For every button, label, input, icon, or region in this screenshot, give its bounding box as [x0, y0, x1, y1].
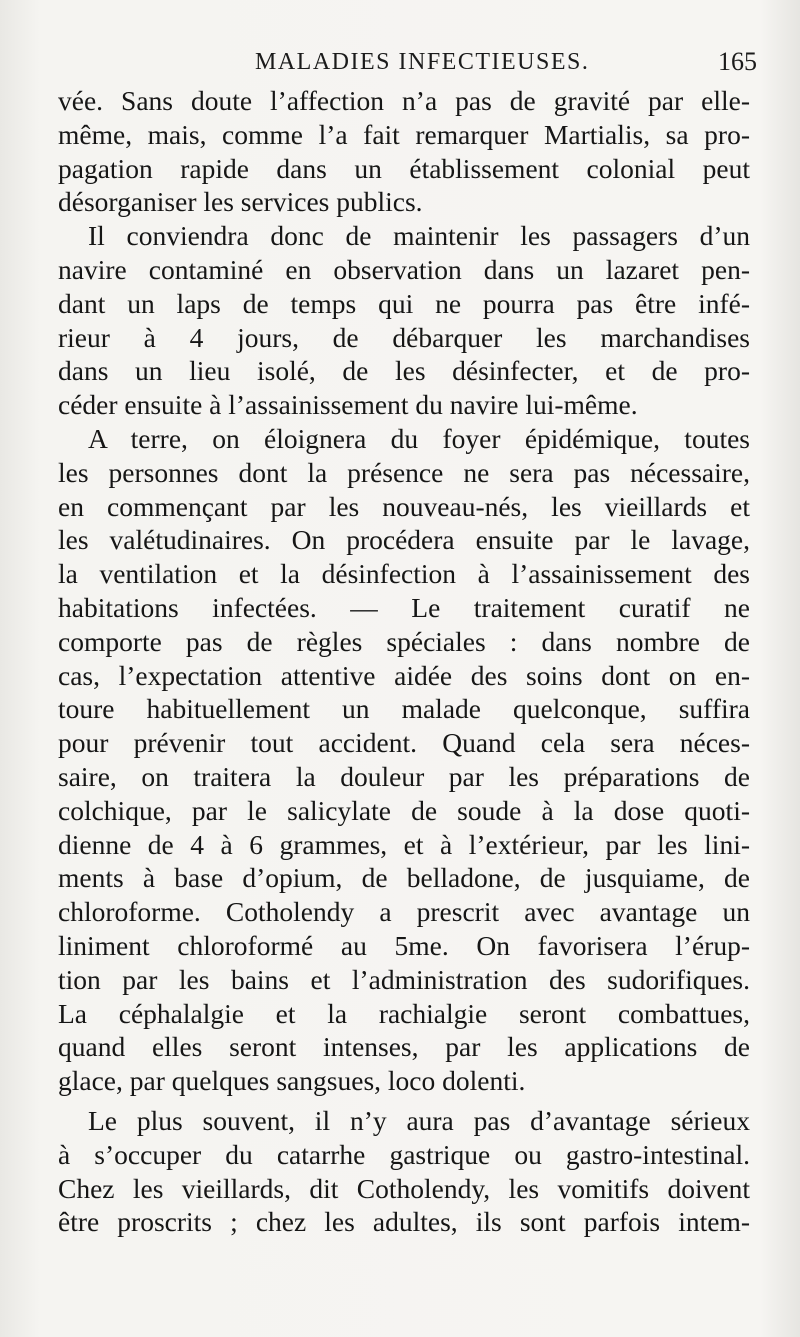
text-line: désorganiser les services publics.	[58, 186, 423, 218]
text-line: dans un lieu isolé, de les désinfecter, et de pro-	[58, 355, 750, 387]
text-line: vée. Sans doute l’affection n’a pas de gravité par elle-	[58, 85, 750, 116]
text-line: en commençant par les nouveau-nés, les vieillards et	[58, 490, 750, 522]
text-line: dant un laps de temps qui ne pourra pas être infé-	[58, 287, 750, 319]
text-line: quand elles seront intenses, par les applications de	[58, 1031, 750, 1063]
text-line: colchique, par le salicylate de soude à la dose quoti-	[58, 794, 750, 826]
text-line: les personnes dont la présence ne sera pas nécessaire,	[58, 456, 750, 488]
text-line: cas, l’expectation attentive aidée des soins dont on en-	[58, 659, 750, 691]
text-line: comporte pas de règles spéciales : dans nombre de	[58, 625, 750, 657]
text-line: dienne de 4 à 6 grammes, et à l’extérieur, par les lini-	[58, 828, 750, 860]
text-line: céder ensuite à l’assainissement du navire lui-même.	[58, 389, 638, 421]
text-line: toure habituellement un malade quelconque, suffira	[58, 693, 750, 725]
text-line: Le plus souvent, il n’y aura pas d’avantage sérieux	[88, 1104, 750, 1136]
text-line: chloroforme. Cotholendy a prescrit avec avantage un	[58, 896, 750, 928]
text-line: saire, on traitera la douleur par les préparations de	[58, 760, 750, 792]
text-line: pour prévenir tout accident. Quand cela sera néces-	[58, 727, 750, 759]
text-line: Il conviendra donc de maintenir les passagers d’un	[88, 220, 750, 252]
text-line: glace, par quelques sangsues, loco dolenti.	[58, 1065, 526, 1097]
body-text	[58, 84, 750, 1239]
text-line: être proscrits ; chez les adultes, ils sont parfois intem-	[58, 1206, 750, 1238]
text-line: ments à base d’opium, de belladone, de jusquiame, de	[58, 862, 750, 894]
text-line: rieur à 4 jours, de débarquer les marchandises	[58, 321, 750, 353]
text-line: à s’occuper du catarrhe gastrique ou gastro-intestinal.	[58, 1138, 750, 1170]
text-line: tion par les bains et l’administration des sudorifiques.	[58, 963, 750, 995]
page-number: 165	[718, 47, 757, 76]
text-line: habitations infectées. — Le traitement curatif ne	[58, 591, 750, 623]
text-line: même, mais, comme l’a fait remarquer Martialis, sa pro-	[58, 118, 750, 150]
text-line: La céphalalgie et la rachialgie seront combattues,	[58, 997, 750, 1029]
text-line: Chez les vieillards, dit Cotholendy, les vomitifs doivent	[58, 1172, 750, 1204]
text-line: A terre, on éloignera du foyer épidémique, toutes	[88, 422, 750, 454]
text-line: liniment chloroformé au 5me. On favorisera l’érup-	[58, 929, 750, 961]
text-line: pagation rapide dans un établissement colonial peut	[58, 152, 750, 184]
text-line: navire contaminé en observation dans un lazaret pen-	[58, 253, 750, 285]
text-line: les valétudinaires. On procédera ensuite par le lavage,	[58, 524, 750, 556]
page-header	[55, 44, 757, 80]
running-title: MALADIES INFECTIEUSES.	[255, 49, 590, 75]
text-line: la ventilation et la désinfection à l’assainissement des	[58, 558, 750, 590]
